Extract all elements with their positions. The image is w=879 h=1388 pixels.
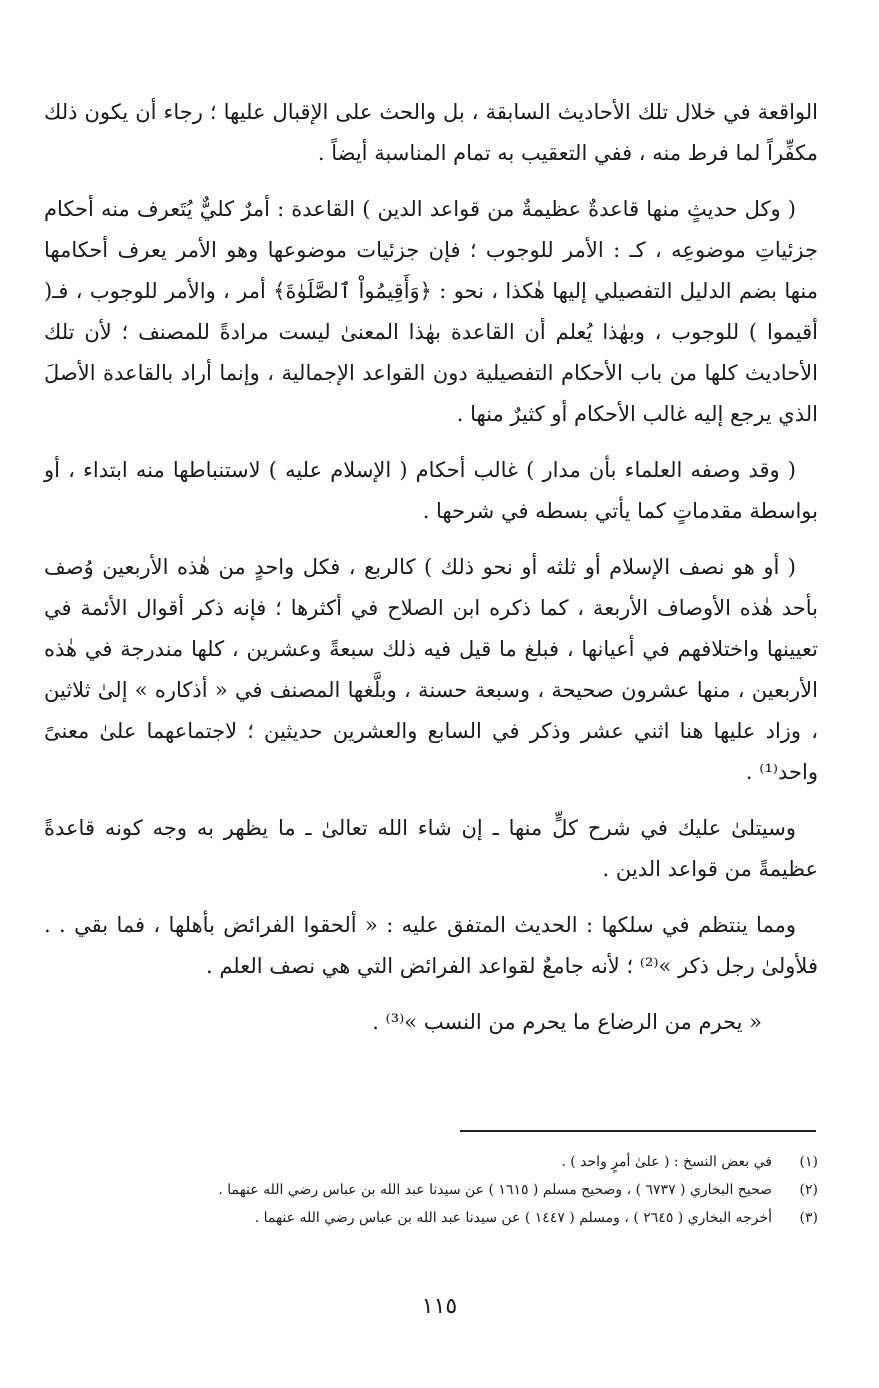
paragraph-explanation-note: وسيتلىٰ عليك في شرح كلٍّ منها ـ إن شاء الله تعالىٰ ـ ما يظهر به وجه كونه قاعدةً عظيمةً من قواعد الدين .: [44, 816, 818, 881]
paragraph-nursing-hadith: « يحرم من الرضاع ما يحرم من النسب »⁽³⁾ .: [372, 1010, 762, 1034]
footnotes: [44, 1148, 818, 1232]
footnote-text: أخرجه البخاري ( ٢٦٤٥ ) ، ومسلم ( ١٤٤٧ ) عن سيدنا عبد الله بن عباس رضي الله عنهما .: [254, 1210, 772, 1226]
footnote-item: [44, 1176, 818, 1204]
footnote-item: [44, 1148, 818, 1176]
paragraph-inheritance-hadith: ومما ينتظم في سلكها : الحديث المتفق عليه : « ألحقوا الفرائض بأهلها ، فما بقي . . فلأولىٰ رجل ذكر »⁽²⁾ ؛ لأنه جامعٌ لقواعد الفرائض التي هي نصف العلم .: [44, 913, 818, 978]
footnote-text: في بعض النسخ : ( علىٰ أمرٍ واحد ) .: [561, 1154, 772, 1170]
footnote-divider: [460, 1130, 816, 1132]
footnote-number: (٢): [799, 1182, 818, 1198]
footnote-item: [44, 1204, 818, 1232]
footnote-number: (١): [799, 1154, 818, 1170]
main-text: [44, 92, 818, 1058]
paragraph-rule-definition: ( وكل حديثٍ منها قاعدةٌ عظيمةٌ من قواعد الدين ) القاعدة : أمرٌ كليٌّ يُتَعرف منه أحكام جزئياتِ موضوعِه ، كـ : الأمر للوجوب ؛ فإن جزئيات موضوعها وهو الأمر يعرف أحكامها منها بضم الدليل التفصيلي إليها هٰكذا ، نحو : ﴿وَأَقِيمُواْ ٱلصَّلَوٰةَ﴾ أمر ، والأمر للوجوب ، فـ( أقيموا ) للوجوب ، وبهٰذا يُعلم أن القاعدة بهٰذا المعنىٰ ليست مرادةً للمصنف ؛ لأن تلك الأحاديث كلها من باب الأحكام التفصيلية دون القواعد الإجمالية ، وإنما أراد بالقاعدة الأصلَ الذي يرجع إليه غالب الأحكام أو كثيرٌ منها .: [44, 197, 818, 426]
page-number: ١١٥: [421, 1294, 458, 1319]
paragraph-continuation: الواقعة في خلال تلك الأحاديث السابقة ، بل والحث على الإقبال عليها ؛ رجاء أن يكون ذلك مكفِّراً لما فرط منه ، ففي التعقيب به تمام المناسبة أيضاً .: [44, 100, 818, 165]
paragraph-half-of-islam: ( أو هو نصف الإسلام أو ثلثه أو نحو ذلك ) كالربع ، فكل واحدٍ من هٰذه الأربعين وُصف بأحد هٰذه الأوصاف الأربعة ، كما ذكره ابن الصلاح في أكثرها ؛ فإنه ذكر أقوال الأئمة في تعيينها واختلافهم في أعيانها ، فبلغ ما قيل فيه ذلك سبعةً وعشرين ، كلها مندرجة في هٰذه الأربعين ، منها عشرون صحيحة ، وسبعة حسنة ، وبلَّغها المصنف في « أذكاره » إلىٰ ثلاثين ، وزاد عليها هنا اثني عشر وذكر في السابع والعشرين حديثين ؛ لاجتماعهما علىٰ معنىً واحد⁽¹⁾ .: [44, 555, 818, 784]
footnote-text: صحيح البخاري ( ٦٧٣٧ ) ، وصحيح مسلم ( ١٦١٥ ) عن سيدنا عبد الله بن عباس رضي الله عنهما .: [218, 1182, 772, 1198]
paragraph-scholars-description: ( وقد وصفه العلماء بأن مدار ) غالب أحكام ( الإسلام عليه ) لاستنباطها منه ابتداء ، أو بواسطة مقدماتٍ كما يأتي بسطه في شرحها .: [44, 458, 818, 523]
footnote-number: (٣): [799, 1210, 818, 1226]
